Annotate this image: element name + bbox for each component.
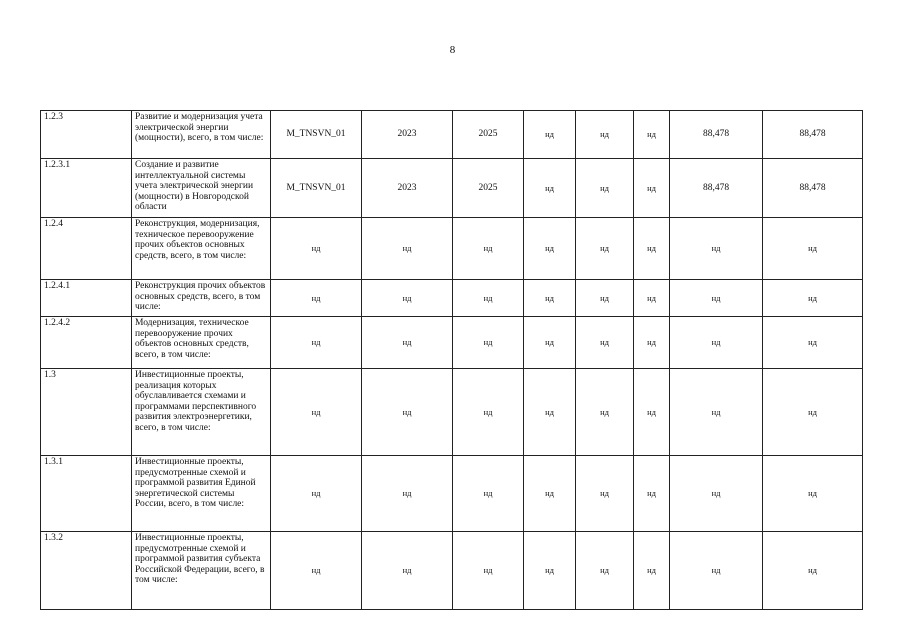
row-end-year: 2025 [453, 111, 524, 159]
row-end-year: нд [453, 532, 524, 610]
row-code: 1.2.3.1 [41, 159, 132, 218]
row-value-5: 88,478 [763, 111, 863, 159]
row-value-1: нд [524, 456, 576, 532]
row-value-1: нд [524, 159, 576, 218]
row-value-3: нд [634, 159, 670, 218]
row-end-year: 2025 [453, 159, 524, 218]
row-code: 1.2.4 [41, 218, 132, 280]
row-value-5: 88,478 [763, 159, 863, 218]
row-value-5: нд [763, 317, 863, 369]
row-value-1: нд [524, 280, 576, 317]
row-value-2: нд [576, 280, 634, 317]
row-value-2: нд [576, 159, 634, 218]
row-start-year: нд [362, 456, 453, 532]
table-row [41, 218, 863, 280]
table-body [41, 111, 863, 610]
investment-projects-table [40, 110, 863, 610]
table-row [41, 532, 863, 610]
row-name: Инвестиционные проекты, предусмотренные схемой и программой развития Единой энергетической системы России, всего, в том числе: [132, 456, 271, 532]
row-value-3: нд [634, 280, 670, 317]
row-project-id: нд [271, 456, 362, 532]
row-value-3: нд [634, 111, 670, 159]
row-start-year: нд [362, 369, 453, 456]
row-project-id: нд [271, 317, 362, 369]
row-code: 1.3 [41, 369, 132, 456]
row-value-3: нд [634, 218, 670, 280]
row-value-1: нд [524, 218, 576, 280]
table-row [41, 159, 863, 218]
row-value-1: нд [524, 111, 576, 159]
row-name: Создание и развитие интеллектуальной системы учета электрической энергии (мощности) в Новгородской области [132, 159, 271, 218]
row-value-4: 88,478 [670, 111, 763, 159]
row-code: 1.2.4.1 [41, 280, 132, 317]
table-row [41, 369, 863, 456]
row-start-year: 2023 [362, 159, 453, 218]
row-name: Реконструкция прочих объектов основных средств, всего, в том числе: [132, 280, 271, 317]
table-row [41, 280, 863, 317]
row-value-4: нд [670, 532, 763, 610]
row-start-year: нд [362, 280, 453, 317]
page-number: 8 [449, 44, 456, 56]
row-value-5: нд [763, 532, 863, 610]
row-value-1: нд [524, 317, 576, 369]
row-start-year: нд [362, 317, 453, 369]
row-name: Модернизация, техническое перевооружение прочих объектов основных средств, всего, в том числе: [132, 317, 271, 369]
row-end-year: нд [453, 280, 524, 317]
row-project-id: M_TNSVN_01 [271, 111, 362, 159]
row-start-year: нд [362, 532, 453, 610]
row-project-id: нд [271, 532, 362, 610]
row-value-3: нд [634, 369, 670, 456]
row-value-5: нд [763, 218, 863, 280]
row-end-year: нд [453, 456, 524, 532]
row-name: Развитие и модернизация учета электрической энергии (мощности), всего, в том числе: [132, 111, 271, 159]
row-end-year: нд [453, 369, 524, 456]
row-value-2: нд [576, 317, 634, 369]
row-value-4: нд [670, 317, 763, 369]
table-row [41, 456, 863, 532]
row-project-id: M_TNSVN_01 [271, 159, 362, 218]
row-value-5: нд [763, 369, 863, 456]
row-value-4: нд [670, 456, 763, 532]
row-value-2: нд [576, 532, 634, 610]
row-code: 1.3.1 [41, 456, 132, 532]
row-name: Реконструкция, модернизация, техническое перевооружение прочих объектов основных средств, всего, в том числе: [132, 218, 271, 280]
row-value-2: нд [576, 218, 634, 280]
row-start-year: 2023 [362, 111, 453, 159]
row-value-4: 88,478 [670, 159, 763, 218]
row-project-id: нд [271, 218, 362, 280]
row-value-4: нд [670, 218, 763, 280]
row-end-year: нд [453, 218, 524, 280]
row-value-1: нд [524, 532, 576, 610]
row-value-2: нд [576, 111, 634, 159]
row-value-1: нд [524, 369, 576, 456]
table-row [41, 317, 863, 369]
row-project-id: нд [271, 369, 362, 456]
row-end-year: нд [453, 317, 524, 369]
row-value-4: нд [670, 280, 763, 317]
row-value-5: нд [763, 280, 863, 317]
table-row [41, 111, 863, 159]
row-value-4: нд [670, 369, 763, 456]
row-code: 1.3.2 [41, 532, 132, 610]
row-project-id: нд [271, 280, 362, 317]
row-value-5: нд [763, 456, 863, 532]
row-start-year: нд [362, 218, 453, 280]
row-code: 1.2.3 [41, 111, 132, 159]
row-name: Инвестиционные проекты, предусмотренные схемой и программой развития субъекта Российской Федерации, всего, в том числе: [132, 532, 271, 610]
row-value-3: нд [634, 532, 670, 610]
row-value-3: нд [634, 317, 670, 369]
row-name: Инвестиционные проекты, реализация которых обуславливается схемами и программами перспективного развития электроэнергетики, всего, в том числе: [132, 369, 271, 456]
row-code: 1.2.4.2 [41, 317, 132, 369]
row-value-2: нд [576, 369, 634, 456]
row-value-3: нд [634, 456, 670, 532]
row-value-2: нд [576, 456, 634, 532]
